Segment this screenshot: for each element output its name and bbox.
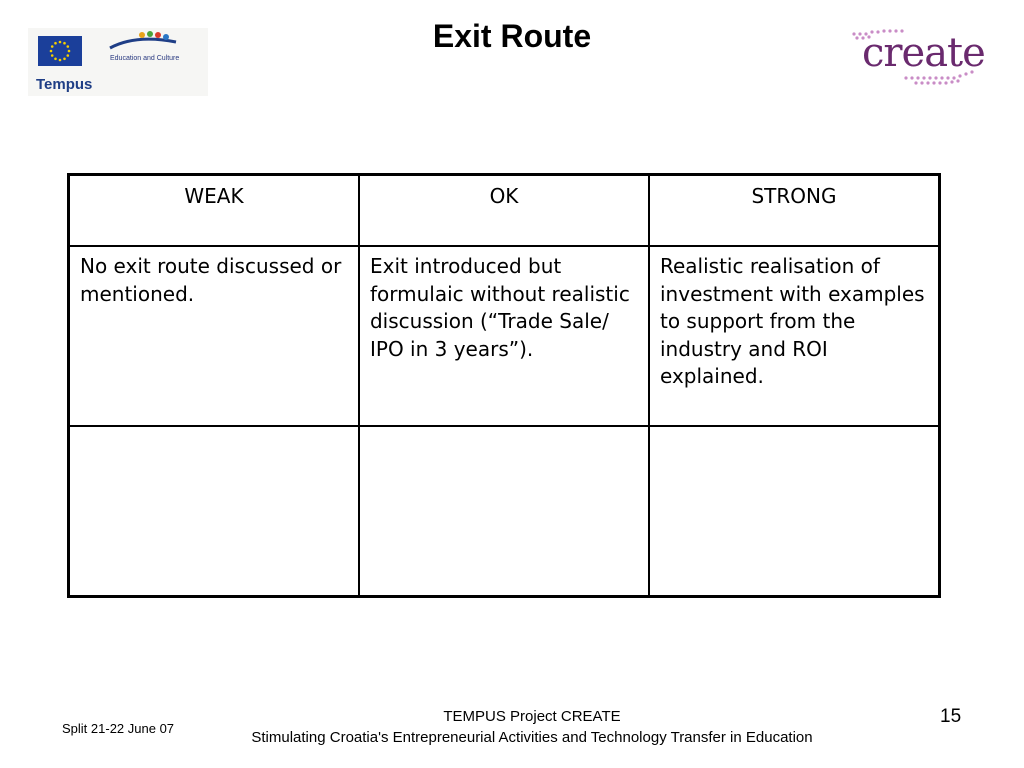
- ec-label: Education and Culture: [110, 55, 180, 62]
- table-cell-weak: No exit route discussed or mentioned.: [69, 246, 359, 426]
- slide-title: Exit Route: [432, 18, 592, 54]
- footer-center: [200, 706, 864, 748]
- create-logo: [846, 26, 985, 90]
- footer-project: TEMPUS Project CREATE: [443, 708, 621, 725]
- table-row: [69, 426, 940, 597]
- table-cell-empty: [359, 426, 649, 597]
- table-cell-empty: [649, 426, 940, 597]
- footer-subtitle: Stimulating Croatia's Entrepreneurial Activities and Technology Transfer in Education: [251, 729, 813, 746]
- footer-date: Split 21-22 June 07: [62, 721, 175, 736]
- table-cell-ok: Exit introduced but formulaic without realistic discussion (“Trade Sale/ IPO in 3 years”).: [359, 246, 649, 426]
- create-wordmark: create: [862, 30, 985, 76]
- column-header-ok: OK: [359, 175, 649, 247]
- tempus-wordmark: Tempus: [36, 76, 93, 93]
- table-header-row: [69, 175, 940, 247]
- table-cell-empty: [69, 426, 359, 597]
- column-header-weak: WEAK: [69, 175, 359, 247]
- column-header-strong: STRONG: [649, 175, 940, 247]
- page-number: 15: [940, 706, 962, 727]
- assessment-table: [67, 173, 941, 598]
- table-row: [69, 246, 940, 426]
- table-cell-strong: Realistic realisation of investment with examples to support from the industry and ROI explained.: [649, 246, 940, 426]
